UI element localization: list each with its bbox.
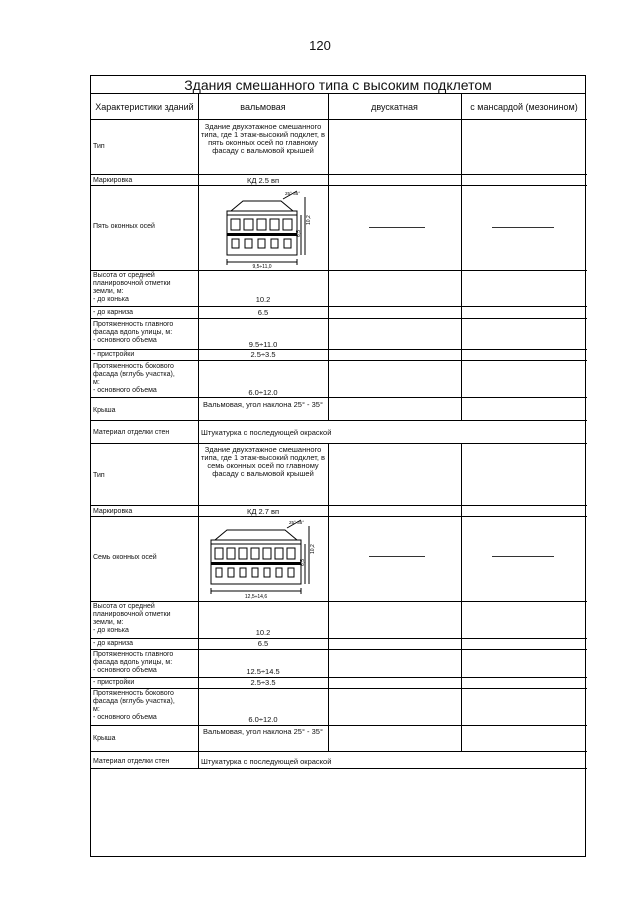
marking-value: КД 2.5 вп [246,176,280,185]
front-value: 12.5÷14.5 [246,667,280,676]
front-label: фасада вдоль улицы, м: [93,329,173,336]
type-value: Здание двухэтажное смешанного типа, где 1 этаж-высокий подклет, в семь оконных осей по главному фасаду с вальмовой крышей [201,445,325,478]
roof-value: Вальмовая, угол наклона 25° - 35° [203,400,323,409]
ridge-value: 10.2 [255,295,271,304]
drawing-width-label: 12,5÷14,6 [244,594,268,600]
ridge-label: - до конька [93,296,129,303]
side-value: 6.0÷12.0 [248,388,278,397]
row-divider [91,174,587,175]
marking-value: КД 2.7 вп [246,507,280,516]
front-label: - основного объема [93,337,157,344]
table-title: Здания смешанного типа с высоким подклетом [91,76,585,94]
side-label: фасада (вглубь участка), [93,371,175,378]
row-divider [91,397,587,398]
column-divider [461,94,462,420]
column-divider [461,443,462,751]
row-divider [91,677,587,678]
marking-label: Маркировка [93,177,133,184]
annex-value: 2.5÷3.5 [250,350,276,359]
row-divider [91,638,587,639]
row-divider [91,270,587,271]
side-label: - основного объема [93,714,157,721]
row-divider [91,751,587,752]
drawing-width-label: 9,5÷11,0 [252,264,272,269]
front-label: фасада вдоль улицы, м: [93,659,173,666]
drawing-cornice-label: 6,5 [300,559,306,566]
row-divider [91,601,587,602]
marking-label: Маркировка [93,508,133,515]
facade-drawing-five-axes [201,187,325,269]
height-label: Высота от средней [93,272,155,279]
height-label: планировочной отметки [93,280,171,287]
empty-dash [369,556,425,557]
height-label: планировочной отметки [93,611,171,618]
row-divider [91,318,587,319]
axes-label: Семь оконных осей [93,554,157,561]
roof-label: Крыша [93,407,116,414]
side-label: Протяженность бокового [93,690,174,697]
type-value: Здание двухэтажное смешанного типа, где 1 этаж-высокий подклет, в пять оконных осей по главному фасаду с вальмовой крышей [201,122,325,155]
annex-value: 2.5÷3.5 [250,678,276,687]
annex-label: - пристройки [93,351,135,358]
side-label: Протяженность бокового [93,363,174,370]
height-label: земли, м: [93,288,124,295]
type-label: Тип [93,472,105,479]
front-value: 9.5÷11.0 [248,340,278,349]
row-divider [91,360,587,361]
wall-value: Штукатурка с последующей окраской [201,428,332,437]
row-divider [91,768,587,769]
front-label: Протяженность главного [93,321,174,328]
column-divider [328,94,329,420]
height-label: земли, м: [93,619,124,626]
axes-label: Пять оконных осей [93,223,155,230]
wall-value: Штукатурка с последующей окраской [201,757,332,766]
front-label: Протяженность главного [93,651,174,658]
drawing-cornice-label: 6,5 [296,230,302,237]
row-divider [91,443,587,444]
row-divider [91,505,587,506]
row-divider [91,688,587,689]
side-value: 6.0÷12.0 [248,715,278,724]
row-divider [91,349,587,350]
drawing-roof-angle: 25°-35° [289,520,305,525]
drawing-ridge-label: 10,2 [306,215,312,225]
type-label: Тип [93,143,105,150]
row-divider [91,725,587,726]
header-gable: двускатная [328,94,461,120]
drawing-ridge-label: 10,2 [310,544,316,554]
wall-label: Материал отделки стен [93,429,170,436]
row-divider [91,185,587,186]
side-label: - основного объема [93,387,157,394]
side-label: фасада (вглубь участка), [93,698,175,705]
cornice-label: - до карниза [93,309,134,316]
wall-label: Материал отделки стен [93,758,170,765]
column-divider [328,443,329,751]
facade-drawing-seven-axes [201,518,325,600]
row-divider [91,649,587,650]
header-characteristics: Характеристики зданий [91,94,198,120]
empty-dash [492,227,554,228]
drawing-roof-angle: 25°-35° [285,191,301,196]
row-divider [91,306,587,307]
ridge-value: 10.2 [255,628,271,637]
cornice-value: 6.5 [257,308,269,317]
building-table [90,75,586,857]
cornice-value: 6.5 [257,639,269,648]
row-divider [91,420,587,421]
empty-dash [492,556,554,557]
height-label: Высота от средней [93,603,155,610]
page-number: 120 [309,38,331,53]
roof-value: Вальмовая, угол наклона 25° - 35° [203,727,323,736]
roof-label: Крыша [93,735,116,742]
header-hipped: вальмовая [198,94,328,120]
annex-label: - пристройки [93,679,135,686]
column-divider [198,94,199,768]
empty-dash [369,227,425,228]
header-mansard: с мансардой (мезонином) [461,94,587,120]
row-divider [91,516,587,517]
side-label: м: [93,706,100,713]
front-label: - основного объема [93,667,157,674]
side-label: м: [93,379,100,386]
ridge-label: - до конька [93,627,129,634]
cornice-label: - до карниза [93,640,134,647]
